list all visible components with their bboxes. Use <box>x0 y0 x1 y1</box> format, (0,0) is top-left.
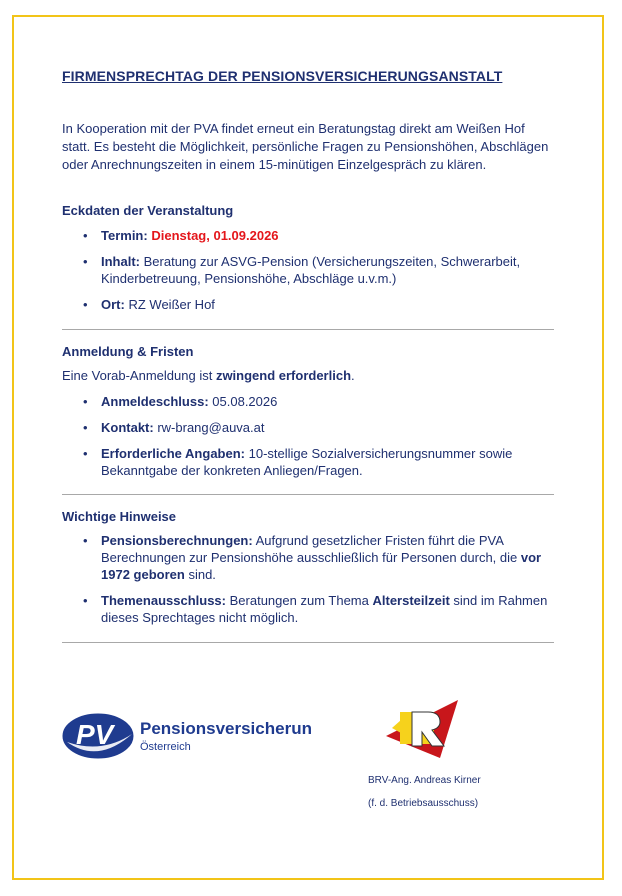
bullet-icon: • <box>83 533 88 548</box>
bullet-icon: • <box>83 254 88 269</box>
list-item-termin <box>62 227 552 244</box>
ort-value: RZ Weißer Hof <box>128 297 215 312</box>
list-item-themenausschluss <box>62 592 552 626</box>
bullet-icon: • <box>83 394 88 409</box>
bullet-icon: • <box>83 420 88 435</box>
divider <box>62 329 554 330</box>
br-logo <box>384 698 460 762</box>
anmeldung-text <box>62 368 355 383</box>
divider <box>62 494 554 495</box>
bullet-icon: • <box>83 228 88 243</box>
bullet-icon: • <box>83 297 88 312</box>
kontakt-label: Kontakt: <box>101 420 154 435</box>
section-heading-hinweise: Wichtige Hinweise <box>62 509 177 524</box>
berechnung-label: Pensionsberechnungen: <box>101 533 253 548</box>
list-item-pensionsberechnungen <box>62 532 552 583</box>
list-item-ort <box>62 296 552 313</box>
inhalt-value: Beratung zur ASVG-Pension (Versicherungszeiten, Schwerarbeit, Kinderbetreuung, Pensionshöhe, Abschläge u.v.m.) <box>101 254 521 286</box>
ausschluss-label: Themenausschluss: <box>101 593 226 608</box>
signature-name: BRV-Ang. Andreas Kirner <box>368 775 481 786</box>
pv-logo <box>62 712 312 762</box>
pv-logo-initials: PV <box>76 719 114 750</box>
kontakt-email[interactable]: rw-brang@auva.at <box>157 420 265 435</box>
intro-paragraph: In Kooperation mit der PVA findet erneut ein Beratungstag direkt am Weißen Hof statt. Es besteht die Möglichkeit, persönliche Fragen zu Pensionshöhen, Abschlägen oder Anrechnungszeiten in einem 15-minütigen Einzelgespräch zu klären. <box>62 121 549 172</box>
eckdaten-list <box>62 227 552 322</box>
berechnung-bold: vor 1972 geboren <box>101 550 542 582</box>
ausschluss-bold: Altersteilzeit <box>372 593 450 608</box>
anmeldung-list <box>62 393 552 488</box>
bullet-icon: • <box>83 446 88 461</box>
pv-logo-mark <box>62 712 312 762</box>
angaben-label: Erforderliche Angaben: <box>101 446 245 461</box>
hinweise-list <box>62 532 552 635</box>
termin-label: Termin: <box>101 228 148 243</box>
bullet-icon: • <box>83 593 88 608</box>
anmeldung-text-pre: Eine Vorab-Anmeldung ist <box>62 368 216 383</box>
termin-value: Dienstag, 01.09.2026 <box>151 228 279 243</box>
pv-logo-country: Österreich <box>140 741 191 753</box>
list-item-anmeldeschluss <box>62 393 552 410</box>
section-heading-eckdaten: Eckdaten der Veranstaltung <box>62 203 234 218</box>
berechnung-end: sind. <box>188 567 216 582</box>
ort-label: Ort: <box>101 297 125 312</box>
divider <box>62 642 554 643</box>
inhalt-label: Inhalt: <box>101 254 140 269</box>
anmeldung-text-post: . <box>351 368 355 383</box>
pv-logo-name: Pensionsversicherung <box>140 719 312 738</box>
anmeldeschluss-label: Anmeldeschluss: <box>101 394 209 409</box>
anmeldung-text-bold: zwingend erforderlich <box>215 368 352 383</box>
document-title: FIRMENSPRECHTAG DER PENSIONSVERSICHERUNGSANSTALT <box>62 68 503 84</box>
anmeldeschluss-value: 05.08.2026 <box>212 394 278 409</box>
br-logo-mark <box>384 698 460 762</box>
list-item-angaben <box>62 445 552 479</box>
list-item-inhalt <box>62 253 552 287</box>
list-item-kontakt <box>62 419 552 436</box>
ausschluss-pre: Beratungen zum Thema <box>229 593 369 608</box>
berechnung-value: Aufgrund gesetzlicher Fristen führt die PVA Berechnungen zur Pensionshöhe ausschließlich für Personen durch, die <box>101 533 518 565</box>
signature-role: (f. d. Betriebsausschuss) <box>368 798 479 809</box>
section-heading-anmeldung: Anmeldung & Fristen <box>62 344 194 359</box>
angaben-value: 10-stellige Sozialversicherungsnummer sowie Bekanntgabe der konkreten Anliegen/Fragen. <box>101 446 513 478</box>
ausschluss-post: sind im Rahmen dieses Sprechtages nicht möglich. <box>101 593 548 625</box>
